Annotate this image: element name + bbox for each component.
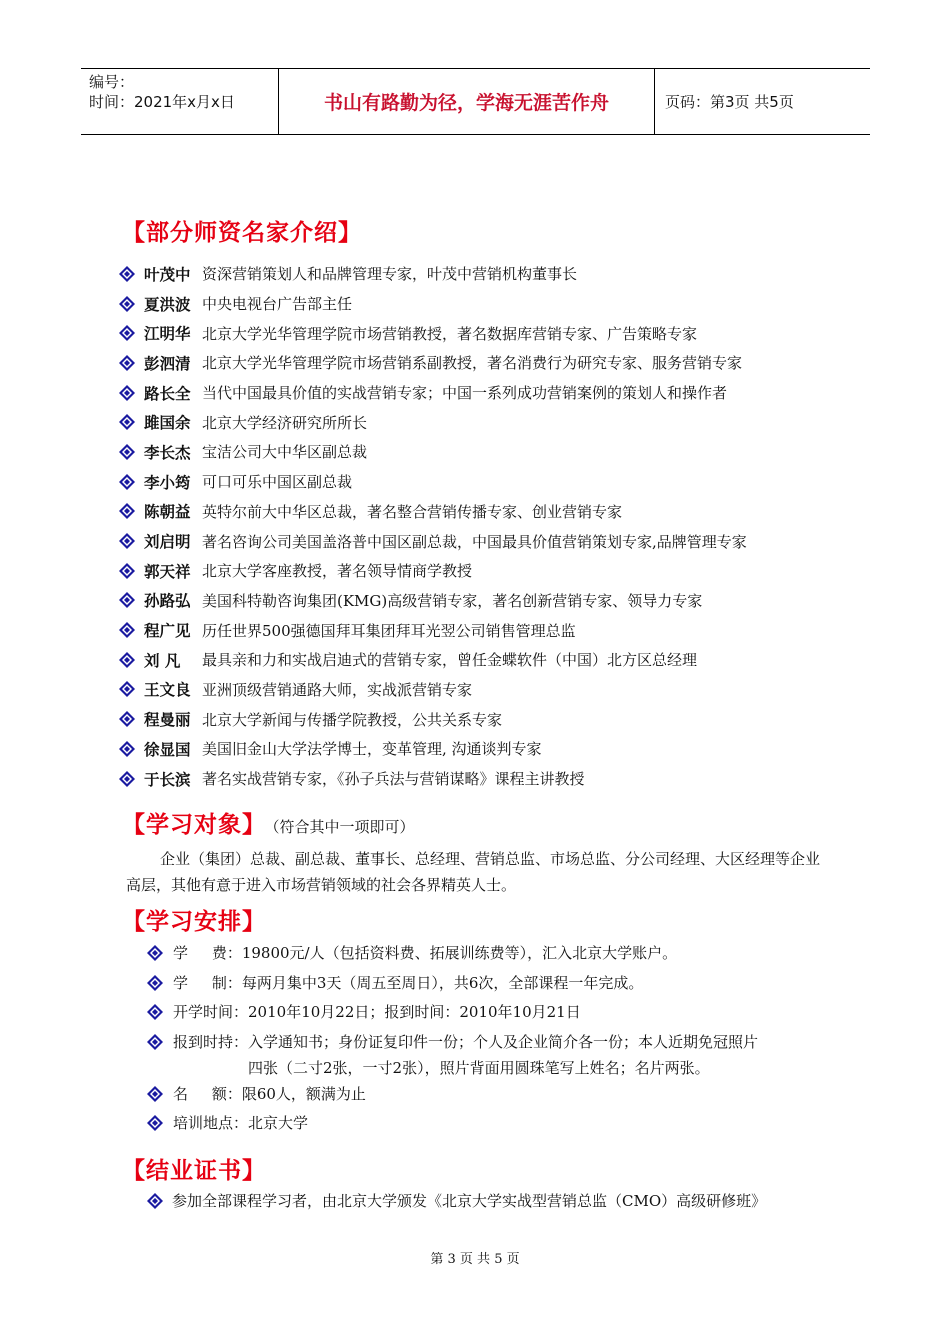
arrangement-value	[242, 970, 644, 996]
header-motto: 书山有路勤为径，学海无涯苦作舟	[279, 69, 655, 134]
expert-description: 北京大学新闻与传播学院教授，公共关系专家	[202, 710, 503, 729]
expert-description: 当代中国最具价值的实战营销专家；中国一系列成功营销案例的策划人和操作者	[202, 384, 728, 403]
header-time: 时间：2021年x月x日	[89, 93, 235, 111]
expert-description: 亚洲顶级营销通路大师，实战派营销专家	[202, 680, 473, 699]
arrangement-value-line: 入学通知书；身份证复印件一份；个人及企业简介各一份；本人近期免冠照片	[248, 1032, 759, 1051]
arrangement-row	[146, 999, 866, 1029]
expert-row	[118, 704, 858, 734]
arrangement-value-line: 每两月集中3天（周五至周日），共6次，全部课程一年完成。	[241, 973, 644, 992]
diamond-bullet-icon	[118, 324, 136, 342]
arrangement-value	[248, 999, 581, 1025]
expert-row	[118, 586, 858, 616]
diamond-bullet-icon	[118, 710, 136, 728]
arrangement-row	[146, 940, 866, 970]
diamond-bullet-icon	[118, 354, 136, 372]
expert-row	[118, 556, 858, 586]
expert-description: 最具亲和力和实战启迪式的营销专家，曾任金蝶软件（中国）北方区总经理	[202, 651, 698, 670]
expert-name: 孙路弘	[144, 592, 191, 611]
expert-name: 李长杰	[144, 443, 191, 462]
diamond-bullet-icon	[118, 384, 136, 402]
experts-title: 【部分师资名家介绍】	[122, 220, 362, 246]
diamond-bullet-icon	[118, 740, 136, 758]
arrangement-row	[146, 1029, 866, 1081]
expert-description: 北京大学光华管理学院市场营销教授，著名数据库营销专家、广告策略专家	[202, 324, 698, 343]
expert-row	[118, 318, 858, 348]
arrangement-row	[146, 1110, 866, 1140]
audience-paragraph: 企业（集团）总裁、副总裁、董事长、总经理、营销总监、市场总监、分公司经理、大区经理等企业高层，其他有意于进入市场营销领域的社会各界精英人士。	[126, 850, 821, 894]
diamond-bullet-icon	[146, 974, 164, 992]
diamond-bullet-icon	[146, 1033, 164, 1051]
expert-row	[118, 467, 858, 497]
diamond-bullet-icon	[146, 1114, 164, 1132]
diamond-bullet-icon	[118, 651, 136, 669]
expert-name: 徐显国	[144, 740, 191, 759]
diamond-bullet-icon	[118, 502, 136, 520]
arrangement-label: 开学时间：	[173, 1003, 249, 1022]
diamond-bullet-icon	[118, 532, 136, 550]
expert-description: 英特尔前大中华区总裁，著名整合营销传播专家、创业营销专家	[202, 502, 623, 521]
expert-name: 王文良	[144, 681, 191, 700]
expert-name: 郭天祥	[144, 562, 191, 581]
expert-name: 刘启明	[144, 533, 191, 552]
header-number: 编号：	[89, 73, 135, 91]
expert-row	[118, 645, 858, 675]
expert-row	[118, 526, 858, 556]
expert-row	[118, 259, 858, 289]
expert-name: 彭泗清	[144, 354, 191, 373]
expert-row	[118, 764, 858, 794]
expert-description: 中央电视台广告部主任	[202, 295, 353, 314]
page-footer: 第 3 页 共 5 页	[430, 1252, 520, 1267]
diamond-bullet-icon	[146, 1003, 164, 1021]
certificate-text: 参加全部课程学习者，由北京大学颁发《北京大学实战型营销总监（CMO）高级研修班》	[172, 1192, 767, 1210]
expert-row	[118, 615, 858, 645]
expert-description: 资深营销策划人和品牌管理专家，叶茂中营销机构董事长	[202, 265, 578, 284]
diamond-bullet-icon	[118, 680, 136, 698]
header-left-cell	[81, 69, 279, 134]
expert-row	[118, 734, 858, 764]
expert-description: 著名咨询公司美国盖洛普中国区副总裁，中国最具价值营销策划专家,品牌管理专家	[202, 532, 747, 551]
diamond-bullet-icon	[146, 1085, 164, 1103]
expert-description: 北京大学光华管理学院市场营销系副教授，著名消费行为研究专家、服务营销专家	[202, 354, 743, 373]
expert-description: 北京大学经济研究所所长	[202, 413, 368, 432]
expert-description: 北京大学客座教授，著名领导情商学教授	[202, 562, 473, 581]
header-page-code: 页码：第3页 共5页	[665, 93, 794, 111]
arrangement-label: 名 额：	[173, 1084, 242, 1103]
diamond-bullet-icon	[118, 562, 136, 580]
expert-row	[118, 289, 858, 319]
experts-list	[118, 259, 858, 793]
arrangement-value-line: 北京大学	[248, 1114, 309, 1133]
diamond-bullet-icon	[146, 944, 164, 962]
diamond-bullet-icon	[118, 413, 136, 431]
arrangement-row	[146, 1081, 866, 1111]
arrangement-label: 学 费：	[173, 944, 242, 962]
arrangement-title: 【学习安排】	[122, 909, 266, 935]
expert-name: 刘 凡	[144, 651, 181, 670]
audience-title	[122, 806, 415, 839]
expert-description: 美国科特勒咨询集团(KMG)高级营销专家，著名创新营销专家、领导力专家	[202, 591, 703, 610]
arrangement-value	[248, 1029, 758, 1081]
arrangement-row	[146, 970, 866, 1000]
expert-description: 美国旧金山大学法学博士，变革管理, 沟通谈判专家	[202, 740, 542, 759]
audience-note: （符合其中一项即可）	[272, 818, 415, 836]
arrangement-value-line: 2010年10月22日；报到时间：2010年10月21日	[248, 1003, 581, 1022]
arrangement-value	[242, 940, 677, 966]
expert-row	[118, 675, 858, 705]
diamond-bullet-icon	[118, 295, 136, 313]
expert-name: 陈朝益	[144, 503, 191, 522]
arrangement-value-line: 19800元/人（包括资料费、拓展训练费等），汇入北京大学账户。	[241, 944, 678, 962]
diamond-bullet-icon	[118, 591, 136, 609]
expert-row	[118, 348, 858, 378]
expert-row	[118, 378, 858, 408]
arrangement-value-line2: 四张（二寸2张，一寸2张），照片背面用圆珠笔写上姓名；名片两张。	[248, 1058, 710, 1077]
expert-row	[118, 437, 858, 467]
certificate-title: 【结业证书】	[122, 1158, 266, 1184]
arrangement-label: 培训地点：	[173, 1114, 249, 1133]
diamond-bullet-icon	[118, 473, 136, 491]
expert-name: 夏洪波	[144, 295, 191, 314]
expert-name: 程广见	[144, 622, 191, 641]
arrangement-label: 报到时持：	[173, 1032, 249, 1051]
expert-name: 程曼丽	[144, 711, 191, 730]
diamond-bullet-icon	[146, 1192, 164, 1210]
expert-name: 于长滨	[144, 770, 191, 789]
expert-row	[118, 407, 858, 437]
expert-name: 路长全	[144, 384, 191, 403]
arrangement-value	[242, 1081, 366, 1107]
expert-name: 李小筠	[144, 473, 191, 492]
diamond-bullet-icon	[118, 265, 136, 283]
expert-name: 叶茂中	[144, 265, 191, 284]
expert-row	[118, 497, 858, 527]
audience-title-text: 【学习对象】	[122, 812, 266, 838]
header-table	[81, 68, 870, 135]
arrangement-value-line: 限60人，额满为止	[241, 1084, 366, 1103]
expert-description: 历任世界500强德国拜耳集团拜耳光翌公司销售管理总监	[202, 621, 576, 640]
expert-description: 宝洁公司大中华区副总裁	[202, 443, 368, 462]
expert-name: 雎国余	[144, 414, 191, 433]
diamond-bullet-icon	[118, 770, 136, 788]
arrangement-value	[248, 1110, 308, 1136]
expert-description: 著名实战营销专家，《孙子兵法与营销谋略》课程主讲教授	[202, 770, 585, 789]
diamond-bullet-icon	[118, 621, 136, 639]
certificate-line	[146, 1190, 766, 1211]
arrangement-label: 学 制：	[173, 973, 242, 992]
diamond-bullet-icon	[118, 443, 136, 461]
arrangement-list	[146, 940, 866, 1140]
expert-name: 江明华	[144, 325, 191, 344]
expert-description: 可口可乐中国区副总裁	[202, 473, 353, 492]
